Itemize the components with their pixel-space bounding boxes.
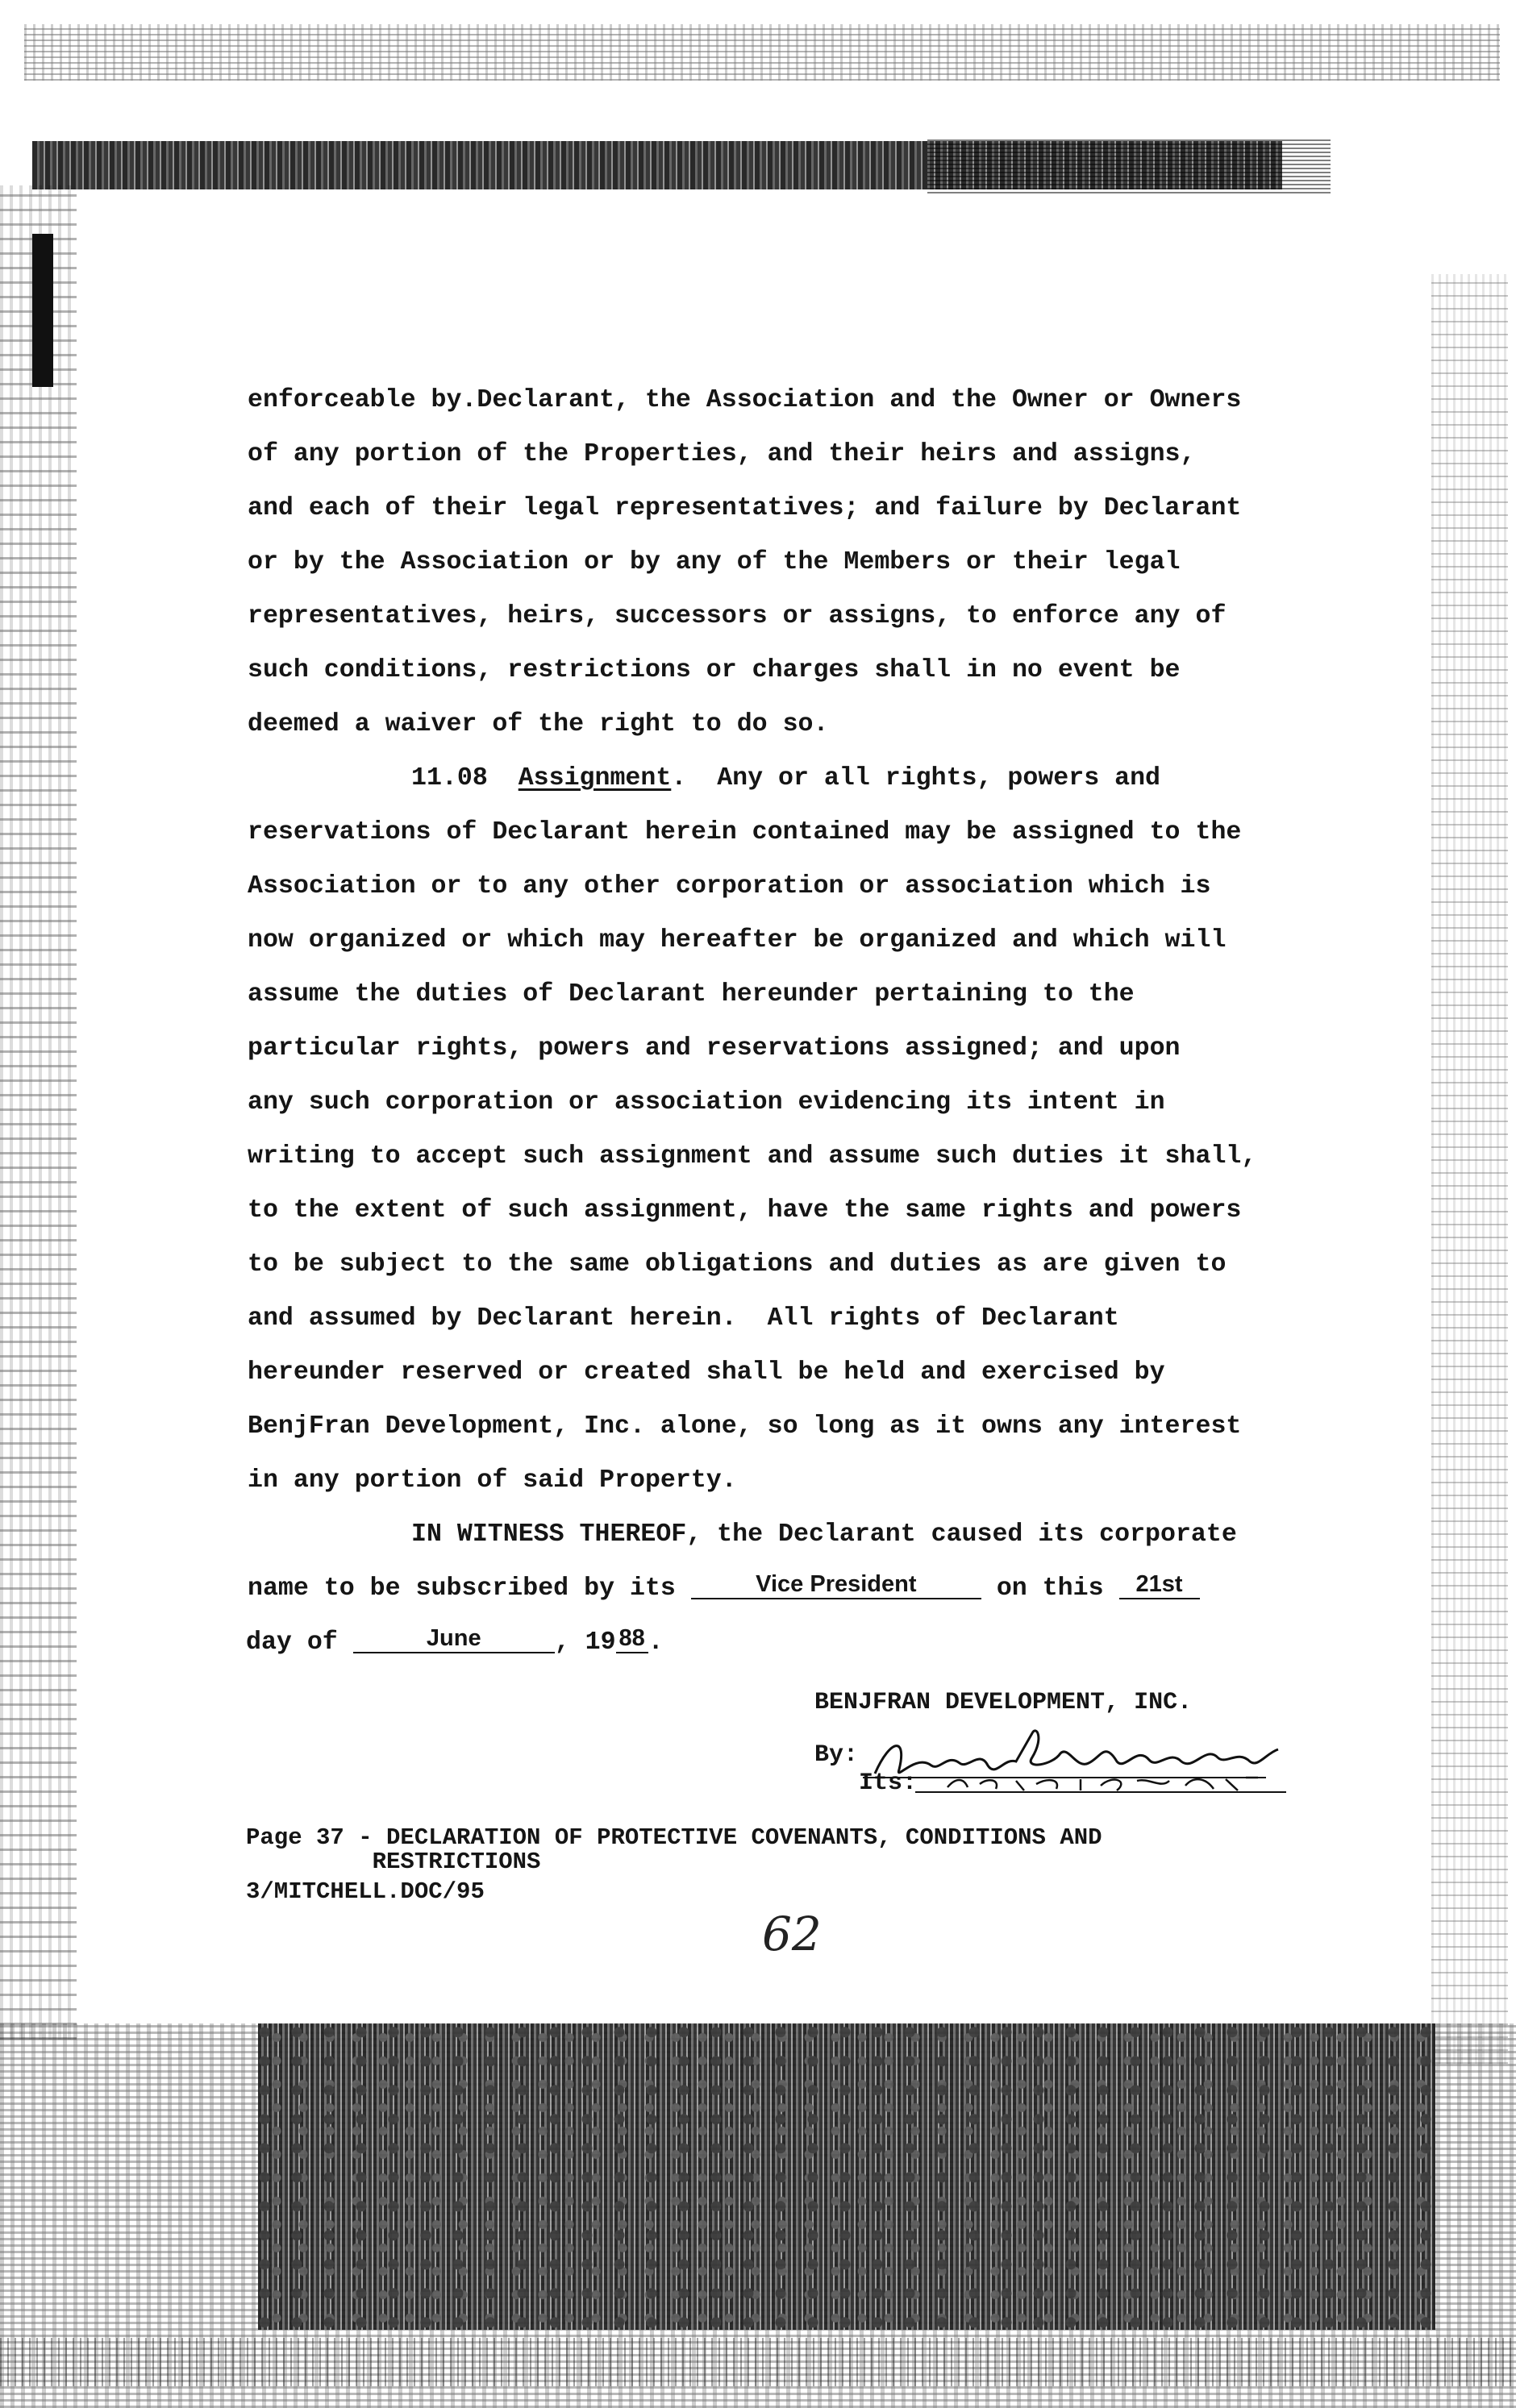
handwritten-page-number: 62 — [762, 1907, 822, 1961]
witness-text: on this — [996, 1574, 1104, 1603]
section-line: any such corporation or association evidencing its intent in — [248, 1088, 1165, 1117]
witness-line: IN WITNESS THEREOF, the Declarant caused its corporate — [411, 1520, 1237, 1549]
body-line: of any portion of the Properties, and their heirs and assigns, — [248, 440, 1196, 468]
body-line: such conditions, restrictions or charges shall in no event be — [248, 656, 1181, 684]
scan-noise-left-margin — [0, 185, 77, 2040]
section-line: Association or to any other corporation or association which is — [248, 872, 1211, 900]
footer-file-ref: 3/MITCHELL.DOC/95 — [246, 1878, 485, 1905]
by-label: By: — [814, 1741, 859, 1769]
section-first-line — [411, 763, 1160, 795]
month-field: June — [353, 1624, 555, 1653]
section-line: to the extent of such assignment, have the same rights and powers — [248, 1196, 1242, 1225]
officer-title-field: Vice President — [691, 1570, 981, 1599]
section-line: assume the duties of Declarant hereunder pertaining to the — [248, 980, 1135, 1009]
body-line: deemed a waiver of the right to do so. — [248, 710, 829, 738]
section-line: in any portion of said Property. — [248, 1466, 737, 1495]
scan-bar-left — [32, 234, 53, 387]
section-line: hereunder reserved or created shall be held and exercised by — [248, 1358, 1165, 1387]
body-line: and each of their legal representatives; and failure by Declarant — [248, 494, 1242, 522]
witness-text: name to be subscribed by its — [248, 1574, 676, 1603]
year-field: 88 — [616, 1624, 648, 1653]
section-line: and assumed by Declarant herein. All rights of Declarant — [248, 1304, 1119, 1333]
body-line: enforceable by.Declarant, the Association and the Owner or Owners — [248, 386, 1242, 414]
its-label: Its: — [859, 1770, 918, 1797]
day-field: 21st — [1119, 1570, 1200, 1599]
section-line: to be subject to the same obligations and duties as are given to — [248, 1250, 1227, 1279]
section-line: writing to accept such assignment and assume such duties it shall, — [248, 1142, 1257, 1171]
scan-band-top-fade — [927, 137, 1331, 193]
witness-text: , 19 — [554, 1628, 616, 1657]
section-line: BenjFran Development, Inc. alone, so long as it owns any interest — [248, 1412, 1242, 1441]
handwritten-signature — [859, 1721, 1310, 1798]
section-heading: Assignment — [518, 764, 672, 792]
section-line: particular rights, powers and reservations assigned; and upon — [248, 1034, 1181, 1063]
body-line: or by the Association or by any of the Members or their legal — [248, 548, 1181, 576]
body-line: representatives, heirs, successors or assigns, to enforce any of — [248, 602, 1227, 630]
scan-noise-top — [24, 24, 1500, 81]
witness-text: . — [648, 1628, 664, 1657]
scan-strip-bottom — [0, 2338, 1516, 2386]
witness-line — [246, 1627, 664, 1659]
section-number: 11.08 — [411, 764, 488, 792]
section-line: now organized or which may hereafter be organized and which will — [248, 926, 1227, 954]
section-line: reservations of Declarant herein contained may be assigned to the — [248, 818, 1242, 846]
company-name: BENJFRAN DEVELOPMENT, INC. — [814, 1689, 1193, 1716]
witness-line — [248, 1573, 1200, 1605]
footer-line-title: Page 37 - DECLARATION OF PROTECTIVE COVENANTS, CONDITIONS AND — [246, 1824, 1102, 1851]
footer-line-subtitle: RESTRICTIONS — [246, 1849, 541, 1875]
section-first-line-rest: . Any or all rights, powers and — [671, 764, 1161, 792]
scan-noise-right-margin — [1431, 274, 1508, 2064]
witness-text: day of — [246, 1628, 338, 1657]
scan-block-bottom — [258, 2023, 1435, 2330]
